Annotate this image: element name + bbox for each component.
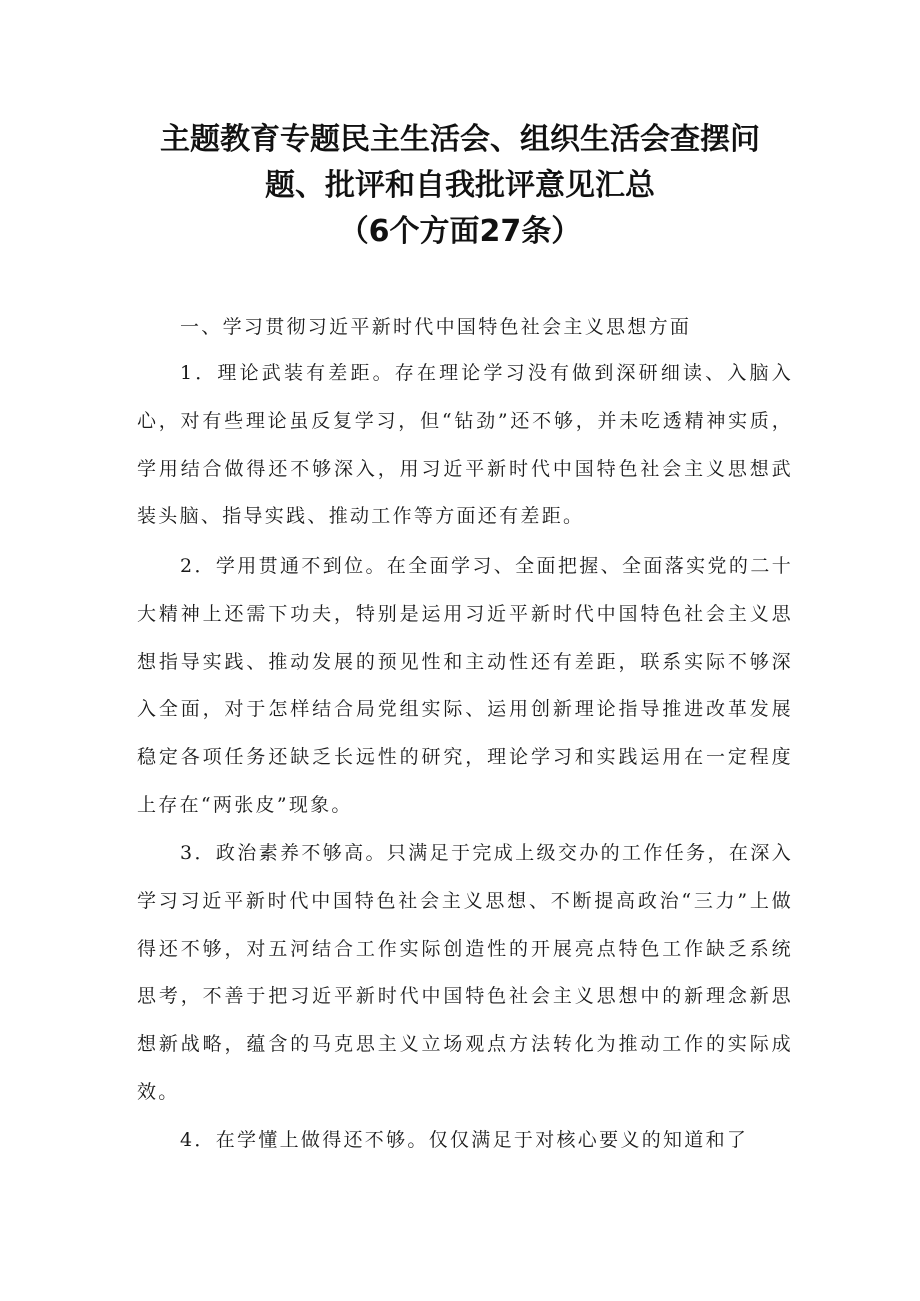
document-body [137,0,793,1301]
section-heading: 一、学习贯彻习近平新时代中国特色社会主义思想方面 [180,316,692,338]
document-title-line-2: 题、批评和自我批评意见汇总 [265,168,655,203]
paragraph-2: 2．学用贯通不到位。在全面学习、全面把握、全面落实党的二十大精神上还需下功夫，特别是运用习近平新时代中国特色社会主义思想指导实践、推动发展的预见性和主动性还有差距，联系实际不够深入全面，对于怎样结合局党组实际、运用创新理论指导推进改革发展稳定各项任务还缺乏长远性的研究，理论学习和实践运用在一定程度上存在“两张皮”现象。 [137,555,793,816]
document-subtitle: （6个方面27条） [338,214,582,249]
document-title-line-1: 主题教育专题民主生活会、组织生活会查摆问 [160,122,760,157]
paragraph-1: 1．理论武装有差距。存在理论学习没有做到深研细读、入脑入心，对有些理论虽反复学习，但“钻劲”还不够，并未吃透精神实质，学用结合做得还不够深入，用习近平新时代中国特色社会主义思想武装头脑、指导实践、推动工作等方面还有差距。 [137,362,793,528]
paragraph-3: 3．政治素养不够高。只满足于完成上级交办的工作任务，在深入学习习近平新时代中国特色社会主义思想、不断提高政治“三力”上做得还不够，对五河结合工作实际创造性的开展亮点特色工作缺乏系统思考，不善于把习近平新时代中国特色社会主义思想中的新理念新思想新战略，蕴含的马克思主义立场观点方法转化为推动工作的实际成效。 [137,842,793,1103]
paragraph-4: 4．在学懂上做得还不够。仅仅满足于对核心要义的知道和了 [180,1129,749,1151]
